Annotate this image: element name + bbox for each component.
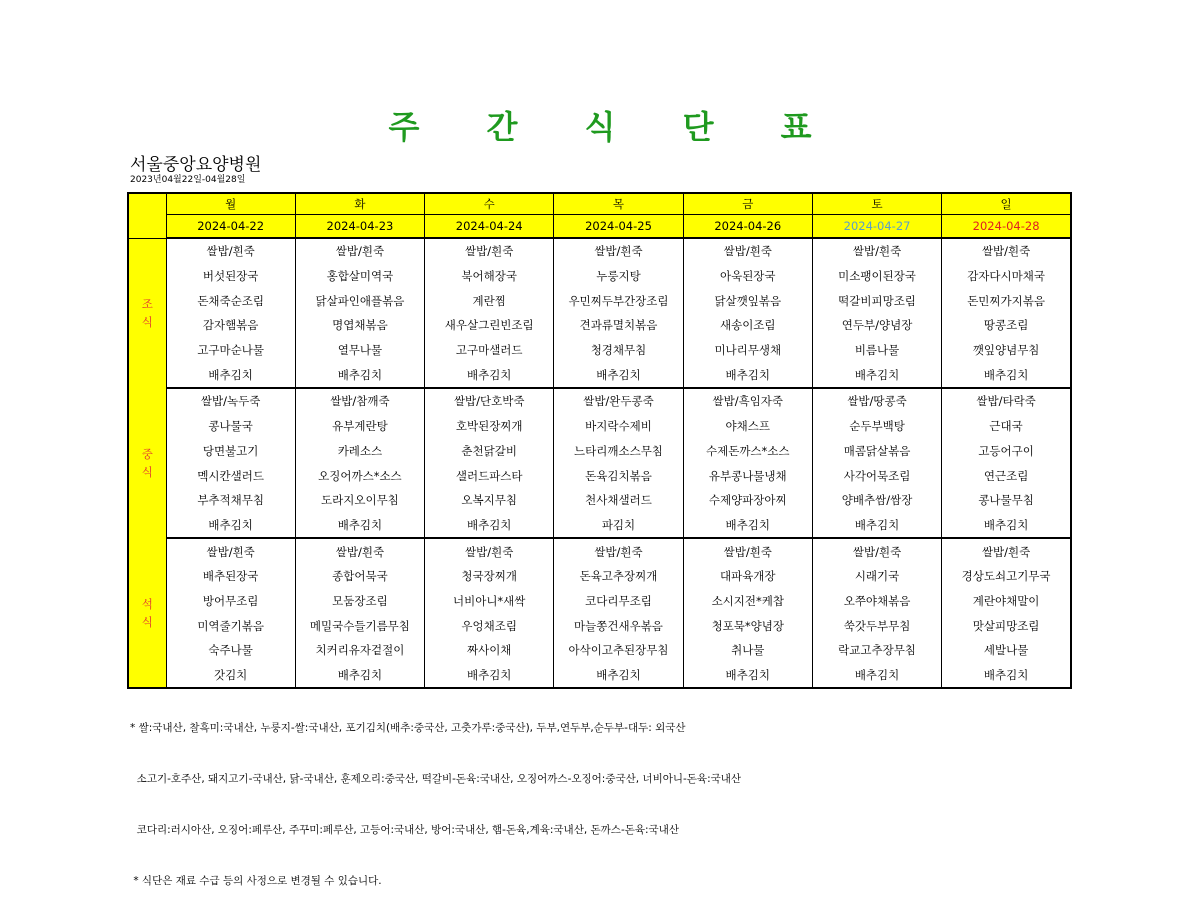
menu-item: 쌀밥/녹두죽 — [166, 388, 295, 414]
menu-item: 홍합살미역국 — [295, 264, 424, 289]
table-row — [128, 362, 1071, 388]
menu-item: 취나물 — [683, 638, 812, 663]
table-row — [128, 613, 1071, 638]
day-fri: 금 — [683, 193, 812, 215]
menu-item: 견과류멸치볶음 — [554, 313, 683, 338]
date-thu: 2024-04-25 — [554, 215, 683, 239]
menu-item: 유부계란탕 — [295, 414, 424, 439]
menu-item: 유부콩나물냉채 — [683, 463, 812, 488]
menu-item: 누룽지탕 — [554, 264, 683, 289]
menu-item: 야채스프 — [683, 414, 812, 439]
menu-item: 종합어묵국 — [295, 564, 424, 589]
menu-item: 대파육개장 — [683, 564, 812, 589]
date-wed: 2024-04-24 — [425, 215, 554, 239]
menu-item: 맛살피망조림 — [942, 613, 1071, 638]
menu-item: 수제양파장아찌 — [683, 488, 812, 513]
menu-item: 배추김치 — [942, 663, 1071, 689]
origin-notes — [130, 686, 741, 907]
menu-item: 쌀밥/흰죽 — [166, 538, 295, 564]
menu-item: 쌀밥/단호박죽 — [425, 388, 554, 414]
menu-item: 쌀밥/흑임자죽 — [683, 388, 812, 414]
menu-item: 청국장찌개 — [425, 564, 554, 589]
table-row — [128, 313, 1071, 338]
meal-label-top: 석 — [141, 596, 153, 611]
menu-item: 배추김치 — [812, 362, 941, 388]
menu-item: 배추김치 — [295, 663, 424, 689]
menu-body — [128, 238, 1071, 688]
weekly-menu-table — [127, 192, 1072, 689]
menu-item: 배추김치 — [683, 362, 812, 388]
menu-item: 부추적채무침 — [166, 488, 295, 513]
menu-item: 버섯된장국 — [166, 264, 295, 289]
menu-item: 파김치 — [554, 513, 683, 539]
menu-item: 북어해장국 — [425, 264, 554, 289]
menu-item: 쌀밥/흰죽 — [295, 538, 424, 564]
menu-item: 쌀밥/흰죽 — [554, 238, 683, 264]
menu-item: 샐러드파스타 — [425, 463, 554, 488]
menu-item: 비름나물 — [812, 338, 941, 363]
menu-item: 감자햄볶음 — [166, 313, 295, 338]
hospital-name: 서울중앙요양병원 — [130, 155, 262, 175]
menu-item: 닭살파인애플볶음 — [295, 288, 424, 313]
menu-item: 아욱된장국 — [683, 264, 812, 289]
menu-item: 양배추쌈/쌈장 — [812, 488, 941, 513]
day-header-row — [128, 193, 1071, 215]
menu-item: 쌀밥/흰죽 — [683, 538, 812, 564]
meal-label-top: 중 — [141, 447, 153, 462]
menu-item: 연두부/양념장 — [812, 313, 941, 338]
menu-item: 땅콩조림 — [942, 313, 1071, 338]
menu-item: 계란찜 — [425, 288, 554, 313]
date-header-row — [128, 215, 1071, 239]
menu-item: 고구마순나물 — [166, 338, 295, 363]
menu-item: 소시지전*케찹 — [683, 589, 812, 614]
menu-item: 콩나물무침 — [942, 488, 1071, 513]
menu-item: 배추김치 — [425, 663, 554, 689]
table-row — [128, 589, 1071, 614]
menu-item: 방어무조림 — [166, 589, 295, 614]
day-sun: 일 — [942, 193, 1071, 215]
menu-item: 천사채샐러드 — [554, 488, 683, 513]
menu-item: 코다리무조림 — [554, 589, 683, 614]
menu-period: 2023년04월22일-04월28일 — [130, 175, 246, 185]
menu-item: 갓김치 — [166, 663, 295, 689]
menu-item: 모둠장조림 — [295, 589, 424, 614]
menu-item: 배추김치 — [812, 513, 941, 539]
table-row — [128, 638, 1071, 663]
menu-item: 새송이조림 — [683, 313, 812, 338]
menu-item: 순두부백탕 — [812, 414, 941, 439]
menu-item: 콩나물국 — [166, 414, 295, 439]
menu-item: 돈민찌가지볶음 — [942, 288, 1071, 313]
menu-item: 배추김치 — [812, 663, 941, 689]
menu-item: 시래기국 — [812, 564, 941, 589]
menu-item: 짜사이채 — [425, 638, 554, 663]
table-row — [128, 288, 1071, 313]
day-thu: 목 — [554, 193, 683, 215]
menu-item: 너비아니*새싹 — [425, 589, 554, 614]
menu-item: 세발나물 — [942, 638, 1071, 663]
menu-item: 배추김치 — [166, 513, 295, 539]
menu-item: 락교고추장무침 — [812, 638, 941, 663]
menu-item: 미역줄기볶음 — [166, 613, 295, 638]
menu-item: 고등어구이 — [942, 439, 1071, 464]
menu-item: 도라지오이무침 — [295, 488, 424, 513]
menu-item: 아삭이고추된장무침 — [554, 638, 683, 663]
menu-item: 닭살깻잎볶음 — [683, 288, 812, 313]
menu-item: 배추김치 — [295, 362, 424, 388]
table-row — [128, 238, 1071, 264]
menu-item: 숙주나물 — [166, 638, 295, 663]
menu-item: 메밀국수들기름무침 — [295, 613, 424, 638]
menu-item: 마늘쫑건새우볶음 — [554, 613, 683, 638]
menu-item: 배추김치 — [942, 513, 1071, 539]
note-line: 소고기-호주산, 돼지고기-국내산, 닭-국내산, 훈제오리:중국산, 떡갈비-돈육:국내산, 오징어까스-오징어:중국산, 너비아니-돈육:국내산 — [130, 773, 742, 785]
menu-item: 춘천닭갈비 — [425, 439, 554, 464]
menu-item: 매콤닭살볶음 — [812, 439, 941, 464]
table-row — [128, 439, 1071, 464]
menu-item: 돈육고추장찌개 — [554, 564, 683, 589]
menu-item: 돈육김치볶음 — [554, 463, 683, 488]
menu-item: 열무나물 — [295, 338, 424, 363]
menu-item: 연근조림 — [942, 463, 1071, 488]
meal-label-bottom: 식 — [141, 465, 153, 480]
menu-item: 미소팽이된장국 — [812, 264, 941, 289]
menu-item: 바지락수제비 — [554, 414, 683, 439]
menu-item: 배추김치 — [683, 663, 812, 689]
table-row — [128, 488, 1071, 513]
menu-item: 우민찌두부간장조림 — [554, 288, 683, 313]
menu-item: 쌀밥/흰죽 — [554, 538, 683, 564]
menu-item: 배추김치 — [425, 513, 554, 539]
menu-item: 청포묵*양념장 — [683, 613, 812, 638]
date-sun: 2024-04-28 — [942, 215, 1071, 239]
menu-item: 오쭈야채볶음 — [812, 589, 941, 614]
meal-label-top: 조 — [141, 297, 153, 312]
menu-item: 쌀밥/흰죽 — [942, 238, 1071, 264]
menu-item: 쌀밥/흰죽 — [295, 238, 424, 264]
table-row — [128, 564, 1071, 589]
menu-item: 미나리무생채 — [683, 338, 812, 363]
menu-item: 새우살그린빈조림 — [425, 313, 554, 338]
table-row — [128, 513, 1071, 539]
table-row — [128, 538, 1071, 564]
menu-item: 우엉채조림 — [425, 613, 554, 638]
menu-item: 근대국 — [942, 414, 1071, 439]
day-tue: 화 — [295, 193, 424, 215]
menu-item: 계란야채말이 — [942, 589, 1071, 614]
menu-item: 쌀밥/흰죽 — [425, 538, 554, 564]
menu-item: 느타리깨소스무침 — [554, 439, 683, 464]
menu-item: 쌀밥/흰죽 — [683, 238, 812, 264]
menu-item: 멕시칸샐러드 — [166, 463, 295, 488]
menu-item: 배추김치 — [942, 362, 1071, 388]
menu-item: 쌀밥/땅콩죽 — [812, 388, 941, 414]
menu-item: 배추김치 — [554, 362, 683, 388]
table-row — [128, 414, 1071, 439]
table-row — [128, 264, 1071, 289]
menu-item: 돈채죽순조림 — [166, 288, 295, 313]
meal-label-lunch — [128, 388, 166, 538]
menu-item: 쌀밥/참깨죽 — [295, 388, 424, 414]
menu-item: 명엽채볶음 — [295, 313, 424, 338]
menu-item: 쌀밥/타락죽 — [942, 388, 1071, 414]
note-line: 코다리:러시아산, 오징어:페루산, 주꾸미:페루산, 고등어:국내산, 방어:국내산, 햄-돈육,계육:국내산, 돈까스-돈육:국내산 — [130, 824, 679, 836]
page-title: 주 간 식 단 표 — [388, 108, 840, 146]
menu-item: 쑥갓두부무침 — [812, 613, 941, 638]
menu-item: 치커리유자겉절이 — [295, 638, 424, 663]
menu-item: 수제돈까스*소스 — [683, 439, 812, 464]
menu-item: 쌀밥/완두콩죽 — [554, 388, 683, 414]
menu-item: 경상도쇠고기무국 — [942, 564, 1071, 589]
table-row — [128, 463, 1071, 488]
date-mon: 2024-04-22 — [166, 215, 295, 239]
table-corner — [128, 193, 166, 238]
menu-item: 배추김치 — [425, 362, 554, 388]
menu-item: 오징어까스*소스 — [295, 463, 424, 488]
date-sat: 2024-04-27 — [812, 215, 941, 239]
menu-item: 쌀밥/흰죽 — [942, 538, 1071, 564]
table-row — [128, 388, 1071, 414]
meal-label-bottom: 식 — [141, 614, 153, 629]
menu-item: 배추김치 — [554, 663, 683, 689]
note-line: * 쌀:국내산, 찰흑미:국내산, 누룽지-쌀:국내산, 포기김치(배추:중국산, 고춧가루:중국산), 두부,연두부,순두부-대두: 외국산 — [130, 722, 686, 734]
menu-item: 배추김치 — [166, 362, 295, 388]
day-mon: 월 — [166, 193, 295, 215]
note-line: * 식단은 재료 수급 등의 사정으로 변경될 수 있습니다. — [130, 875, 382, 887]
menu-item: 쌀밥/흰죽 — [425, 238, 554, 264]
menu-item: 배추김치 — [295, 513, 424, 539]
day-wed: 수 — [425, 193, 554, 215]
menu-item: 당면불고기 — [166, 439, 295, 464]
menu-item: 쌀밥/흰죽 — [166, 238, 295, 264]
day-sat: 토 — [812, 193, 941, 215]
menu-item: 호박된장찌개 — [425, 414, 554, 439]
meal-label-bottom: 식 — [141, 315, 153, 330]
menu-item: 오복지무침 — [425, 488, 554, 513]
menu-item: 배추된장국 — [166, 564, 295, 589]
menu-item: 깻잎양념무침 — [942, 338, 1071, 363]
menu-item: 배추김치 — [683, 513, 812, 539]
date-tue: 2024-04-23 — [295, 215, 424, 239]
menu-item: 떡갈비피망조림 — [812, 288, 941, 313]
menu-item: 감자다시마채국 — [942, 264, 1071, 289]
meal-label-dinner — [128, 538, 166, 688]
table-row — [128, 663, 1071, 689]
date-fri: 2024-04-26 — [683, 215, 812, 239]
menu-item: 사각어묵조림 — [812, 463, 941, 488]
menu-item: 고구마샐러드 — [425, 338, 554, 363]
menu-item: 쌀밥/흰죽 — [812, 238, 941, 264]
menu-item: 쌀밥/흰죽 — [812, 538, 941, 564]
menu-item: 청경채무침 — [554, 338, 683, 363]
meal-label-breakfast — [128, 238, 166, 388]
menu-item: 카레소스 — [295, 439, 424, 464]
table-row — [128, 338, 1071, 363]
